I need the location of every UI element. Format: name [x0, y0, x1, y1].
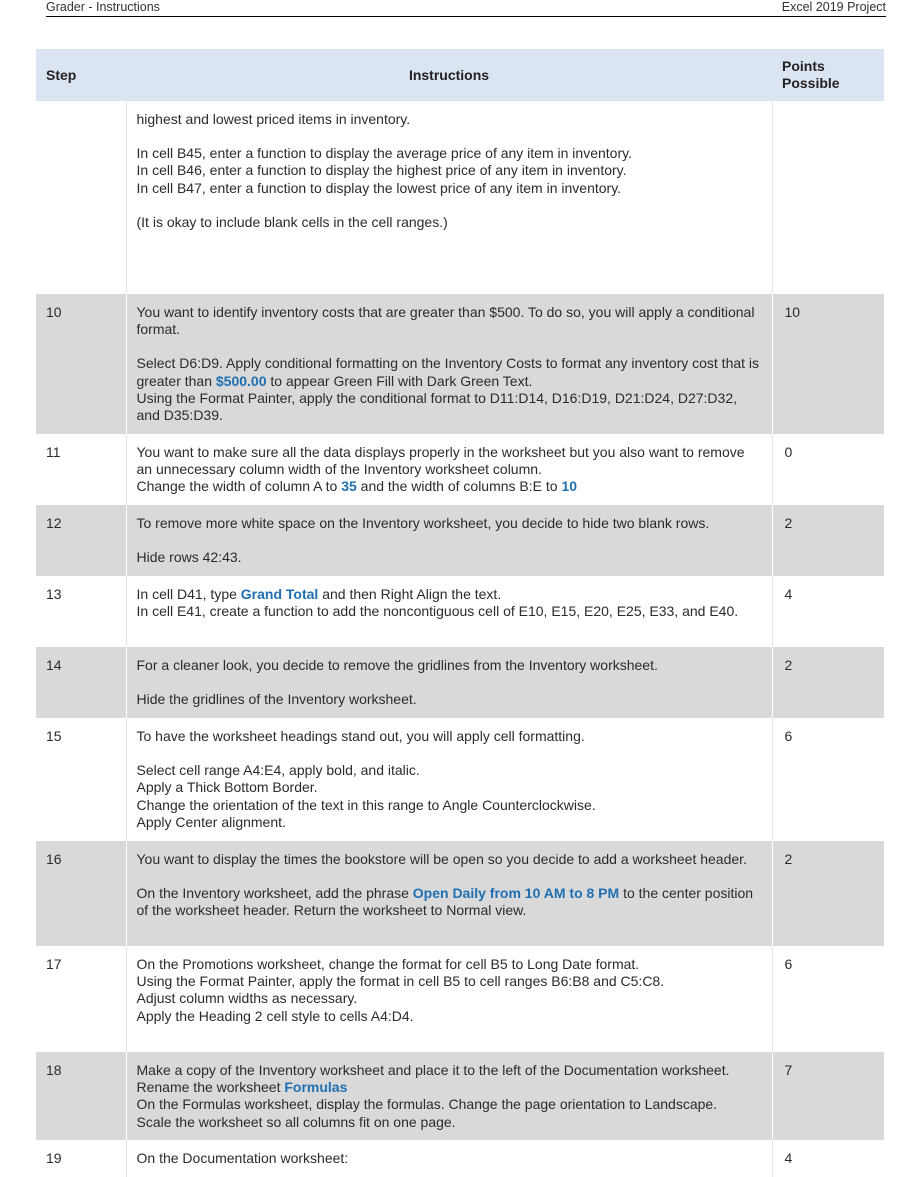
column-header-points: Points Possible: [772, 49, 884, 101]
highlight-value: Grand Total: [240, 586, 319, 602]
step-number: 17: [46, 956, 62, 972]
instruction-text: to the center position of the worksheet header. Return the worksheet to Normal view.: [136, 885, 754, 919]
instruction-line: You want to identify inventory costs that are greater than $500. To do so, you will apply a conditional format.: [136, 304, 755, 338]
header-right-title: Excel 2019 Project: [781, 0, 886, 14]
instruction-cell: [126, 841, 772, 946]
instruction-cell: [126, 718, 772, 841]
step-number: 18: [36, 1052, 126, 1140]
instruction-text: In cell D41, type: [136, 586, 241, 602]
instruction-line: To have the worksheet headings stand out, you will apply cell formatting.: [136, 728, 585, 744]
instruction-line: Hide rows 42:43.: [136, 549, 242, 566]
instruction-line: On the Documentation worksheet:: [136, 1150, 349, 1166]
points-value: 0: [784, 444, 793, 460]
table-row: [36, 101, 884, 294]
points-value: 7: [772, 1052, 884, 1140]
points-value: [772, 101, 884, 294]
instruction-line: Using the Format Painter, apply the format in cell B5 to cell ranges B6:B8 and C5:C8.: [136, 973, 665, 990]
instruction-line: Hide the gridlines of the Inventory worksheet.: [136, 691, 417, 708]
instruction-line: [137, 885, 762, 919]
step-number: 12: [36, 505, 126, 576]
grader-instructions-table: [36, 49, 884, 1177]
step-number: 19: [46, 1150, 62, 1166]
instruction-line: Apply the Heading 2 cell style to cells A4:D4.: [136, 1007, 414, 1024]
instruction-line: In cell B47, enter a function to display the lowest price of any item in inventory.: [136, 179, 622, 196]
instruction-line: [137, 355, 762, 389]
points-value: 6: [784, 728, 793, 744]
table-row: [36, 946, 884, 1052]
instruction-text: and then Right Align the text.: [318, 586, 502, 602]
instruction-line: Using the Format Painter, apply the conditional format to D11:D14, D16:D19, D21:D24, D27:D32, and D35:D39.: [136, 389, 738, 424]
instruction-line: Select cell range A4:E4, apply bold, and italic.: [136, 762, 420, 779]
step-number: 10: [36, 294, 126, 434]
column-header-step: Step: [36, 49, 126, 101]
instruction-line: Adjust column widths as necessary.: [136, 990, 358, 1007]
column-header-instructions: Instructions: [126, 49, 772, 101]
points-value: 10: [772, 294, 884, 434]
table-row: [36, 718, 884, 841]
table-header-row: [36, 49, 884, 101]
table-row: [36, 294, 884, 434]
instruction-cell: [126, 505, 772, 576]
instruction-text: to appear Green Fill with Dark Green Text.: [266, 372, 533, 389]
instruction-line: In cell B45, enter a function to display the average price of any item in inventory.: [136, 145, 632, 162]
step-number: [36, 101, 126, 294]
page-header: [46, 0, 886, 17]
highlight-value: Open Daily from 10 AM to 8 PM: [412, 885, 620, 902]
instruction-line: [137, 586, 762, 603]
table-row: [36, 1140, 884, 1177]
instruction-cell: [126, 946, 772, 1052]
highlight-value: 35: [341, 478, 357, 495]
points-value: 2: [772, 841, 884, 946]
highlight-value: $500.00: [215, 372, 267, 389]
step-number: 16: [36, 841, 126, 946]
header-left-title: Grader - Instructions: [46, 0, 160, 14]
table-row: [36, 841, 884, 946]
instruction-line: [137, 1062, 762, 1096]
instruction-line: Scale the worksheet so all columns fit on one page.: [136, 1113, 456, 1130]
instruction-line: On the Promotions worksheet, change the format for cell B5 to Long Date format.: [136, 956, 640, 972]
step-number: 15: [46, 728, 62, 744]
instruction-line: highest and lowest priced items in inventory.: [136, 111, 411, 127]
highlight-value: Formulas: [284, 1079, 348, 1096]
instruction-line: In cell B46, enter a function to display the highest price of any item in inventory.: [136, 162, 627, 179]
table-row: [36, 647, 884, 718]
instruction-cell: [126, 647, 772, 718]
points-value: 2: [772, 505, 884, 576]
highlight-value: 10: [561, 478, 578, 495]
instruction-text: Select D6:D9. Apply conditional formatting on the Inventory Costs to format any inventory cost that is greater than: [136, 355, 760, 389]
instruction-line: On the Formulas worksheet, display the formulas. Change the page orientation to Landscape.: [136, 1096, 718, 1113]
points-value: 2: [772, 647, 884, 718]
instruction-line: Change the orientation of the text in this range to Angle Counterclockwise.: [136, 796, 596, 813]
instruction-line: To remove more white space on the Inventory worksheet, you decide to hide two blank rows.: [136, 515, 710, 531]
table-row: [36, 434, 884, 505]
instruction-cell: [126, 576, 772, 647]
instruction-text: and the width of columns B:E to: [356, 478, 562, 495]
table-row: [36, 1052, 884, 1140]
points-value: 4: [784, 586, 793, 602]
step-number: 14: [36, 647, 126, 718]
step-number: 13: [46, 586, 62, 602]
instruction-line: In cell E41, create a function to add the noncontiguous cell of E10, E15, E20, E25, E33, and E40.: [136, 603, 739, 620]
instruction-cell: [126, 434, 772, 505]
instruction-cell: [126, 1140, 772, 1177]
table-row: [36, 505, 884, 576]
instruction-text: Make a copy of the Inventory worksheet and place it to the left of the Documentation worksheet. Rename the worksheet: [136, 1062, 730, 1096]
instruction-line: You want to display the times the bookstore will be open so you decide to add a worksheet header.: [136, 851, 747, 867]
instruction-cell: [126, 101, 772, 294]
instruction-text: On the Inventory worksheet, add the phrase: [136, 885, 413, 902]
table-row: [36, 576, 884, 647]
instruction-line: Apply Center alignment.: [136, 813, 286, 830]
instruction-line: Apply a Thick Bottom Border.: [136, 779, 318, 796]
instruction-line: You want to make sure all the data displays properly in the worksheet but you also want to remove an unnecessary column width of the Inventory worksheet column.: [136, 444, 745, 478]
instruction-line: For a cleaner look, you decide to remove the gridlines from the Inventory worksheet.: [136, 657, 658, 673]
instruction-line: [137, 478, 762, 495]
points-value: 4: [784, 1150, 793, 1166]
points-value: 6: [784, 956, 793, 972]
instruction-cell: [126, 294, 772, 434]
instruction-line: (It is okay to include blank cells in the cell ranges.): [136, 213, 448, 230]
instruction-text: Change the width of column A to: [136, 478, 342, 495]
step-number: 11: [46, 444, 61, 460]
instruction-cell: [126, 1052, 772, 1140]
